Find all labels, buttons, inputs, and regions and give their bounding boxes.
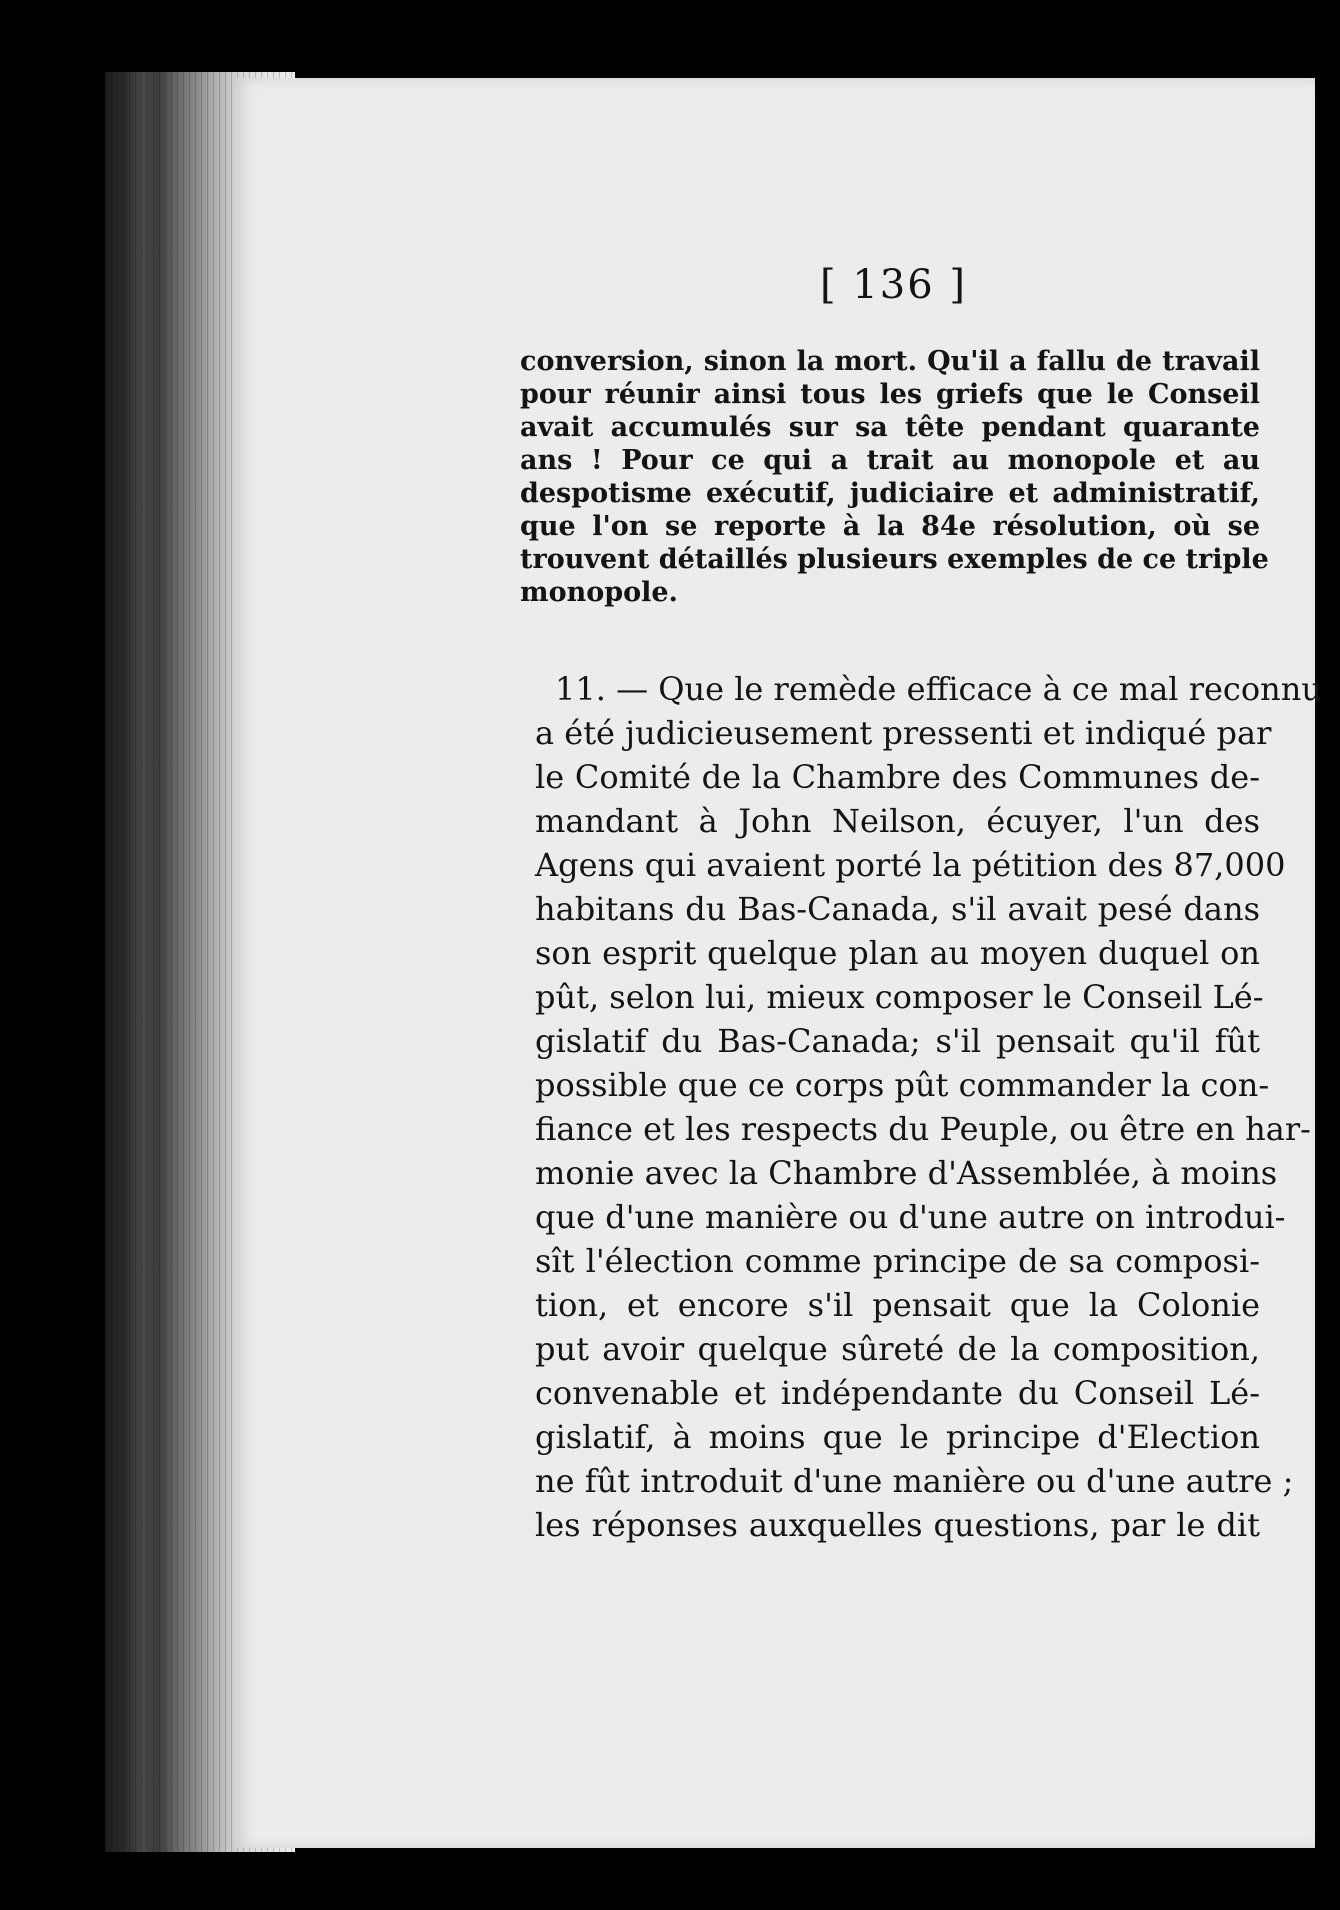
- text-line: monie avec la Chambre d'Assemblée, à moins: [535, 1154, 1278, 1192]
- text-line: pour réunir ainsi tous les griefs que le Conseil: [520, 379, 1260, 410]
- page-number: [ 136 ]: [820, 262, 967, 308]
- text-line: Agens qui avaient porté la pétition des 87,000: [535, 846, 1286, 884]
- text-line: gislatif, à moins que le principe d'Election: [535, 1418, 1260, 1456]
- paragraph-resolution-11: [535, 667, 1322, 1547]
- paragraph-continuation: [520, 345, 1269, 609]
- text-line: habitans du Bas-Canada, s'il avait pesé dans: [535, 890, 1260, 928]
- text-line: que l'on se reporte à la 84e résolution, où se: [520, 511, 1260, 542]
- text-line: les réponses auxquelles questions, par le dit: [535, 1506, 1260, 1544]
- text-line: mandant à John Neilson, écuyer, l'un des: [535, 802, 1260, 840]
- text-line: pût, selon lui, mieux composer le Conseil Lé-: [535, 978, 1264, 1016]
- text-line: despotisme exécutif, judiciaire et administratif,: [520, 478, 1260, 509]
- text-line: le Comité de la Chambre des Communes de-: [535, 758, 1260, 796]
- text-line: monopole.: [520, 577, 678, 608]
- text-line: 11. — Que le remède efficace à ce mal reconnu: [555, 670, 1322, 708]
- text-line: son esprit quelque plan au moyen duquel on: [535, 934, 1260, 972]
- text-line: avait accumulés sur sa tête pendant quarante: [520, 412, 1260, 443]
- text-line: trouvent détaillés plusieurs exemples de ce triple: [520, 544, 1269, 575]
- text-line: ne fût introduit d'une manière ou d'une autre ;: [535, 1462, 1294, 1500]
- text-line: a été judicieusement pressenti et indiqué par: [535, 714, 1272, 752]
- text-line: ans ! Pour ce qui a trait au monopole et au: [520, 445, 1260, 476]
- text-line: fiance et les respects du Peuple, ou être en har-: [535, 1110, 1311, 1148]
- text-line: sît l'élection comme principe de sa composi-: [535, 1242, 1260, 1280]
- text-line: conversion, sinon la mort. Qu'il a fallu de travail: [520, 346, 1260, 377]
- text-line: possible que ce corps pût commander la con-: [535, 1066, 1270, 1104]
- text-line: put avoir quelque sûreté de la composition,: [535, 1330, 1260, 1368]
- text-line: que d'une manière ou d'une autre on introdui-: [535, 1198, 1286, 1236]
- text-line: tion, et encore s'il pensait que la Colonie: [535, 1286, 1260, 1324]
- text-line: gislatif du Bas-Canada; s'il pensait qu'il fût: [535, 1022, 1260, 1060]
- text-line: convenable et indépendante du Conseil Lé-: [535, 1374, 1260, 1412]
